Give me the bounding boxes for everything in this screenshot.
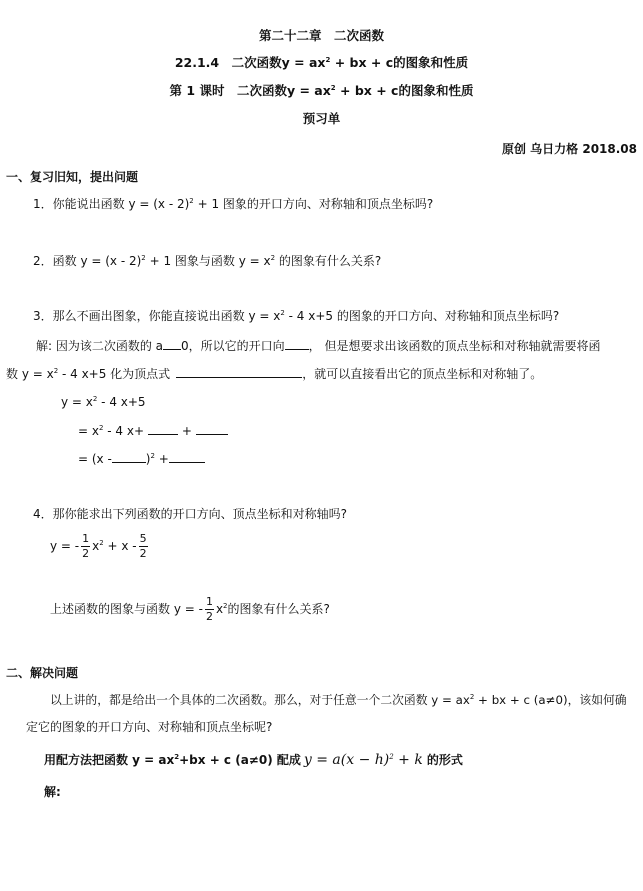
- answer-blank[interactable]: [163, 339, 181, 350]
- answer-blank[interactable]: [285, 339, 309, 350]
- chapter-title: 第二十二章 二次函数: [258, 28, 384, 43]
- part1-heading: 一、复习旧知，提出问题: [6, 170, 139, 184]
- fraction: $\frac{5}{2}$: [139, 532, 147, 561]
- question-4-equation: y = - $\frac{1}{2}$ $x^2 + x$ - $\frac{5}{2}$: [50, 532, 147, 561]
- vertex-form-formula: $y = a(x - h)^2 + k$: [303, 752, 423, 768]
- doc-type: 预习单: [302, 111, 341, 126]
- question-5: 上述函数的图象与函数 y = - $\frac{1}{2}$ $x^2$的图象有什么关系?: [50, 595, 330, 624]
- question-4: 4．那你能求出下列函数的开口方向、顶点坐标和对称轴吗?: [33, 507, 348, 521]
- part2-paragraph-line-1: 以上讲的，都是给出一个具体的二次函数。那么，对于任意一个二次函数 $y = ax^2$ + bx + c (a≠0)，该如何确: [50, 693, 627, 707]
- question-2: 2．函数 y = (x - 2)$^2$ + 1 图象与函数 $y = x^2$ 的图象有什么关系?: [33, 254, 382, 268]
- lesson-title: 第 1 课时 二次函数$y = ax^2$ + bx + c的图象和性质: [169, 83, 474, 98]
- solution-line-2: 数 $y = x^2 - 4$ x+5 化为顶点式 ，就可以直接看出它的顶点坐标和对称轴了。: [6, 367, 543, 381]
- answer-blank[interactable]: [112, 452, 146, 463]
- step-2: = $x^2 - 4$ x+ +: [78, 424, 228, 437]
- task-instruction: 用配方法把函数 $y = ax^2+bx + c$ (a≠0) 配成 $y = a(x - h)^2 + k$ 的形式: [44, 752, 463, 768]
- part2-paragraph-line-2: 定它的图象的开口方向、对称轴和顶点坐标呢?: [26, 720, 273, 734]
- question-1: 1．你能说出函数 y = (x - 2)$^2$ + 1 图象的开口方向、对称轴和顶点坐标吗?: [33, 197, 434, 211]
- question-3: 3．那么不画出图象，你能直接说出函数 $y = x^2 - 4$ x+5 的图象的开口方向、对称轴和顶点坐标吗?: [33, 309, 560, 323]
- step-3: = (x - )$^2$ +: [78, 452, 205, 465]
- fraction: $\frac{1}{2}$: [205, 595, 213, 624]
- part2-heading: 二、解决问题: [6, 666, 79, 680]
- solution-line-1: 解: 因为该二次函数的 a 0，所以它的开口向 ， 但是想要求出该函数的顶点坐标和对称轴就需要将函: [36, 339, 601, 353]
- answer-blank[interactable]: [176, 367, 302, 378]
- fraction: $\frac{1}{2}$: [82, 532, 90, 561]
- solution-label: 解:: [44, 785, 61, 799]
- answer-blank[interactable]: [196, 424, 228, 435]
- author-date: 原创 乌日力格 2018.08: [501, 142, 637, 156]
- answer-blank[interactable]: [148, 424, 178, 435]
- section-title: 22.1.4 二次函数$y = ax^2$ + bx + c的图象和性质: [174, 55, 469, 70]
- answer-blank[interactable]: [169, 452, 205, 463]
- step-1: $y = x^2 - 4$ x+5: [61, 395, 146, 409]
